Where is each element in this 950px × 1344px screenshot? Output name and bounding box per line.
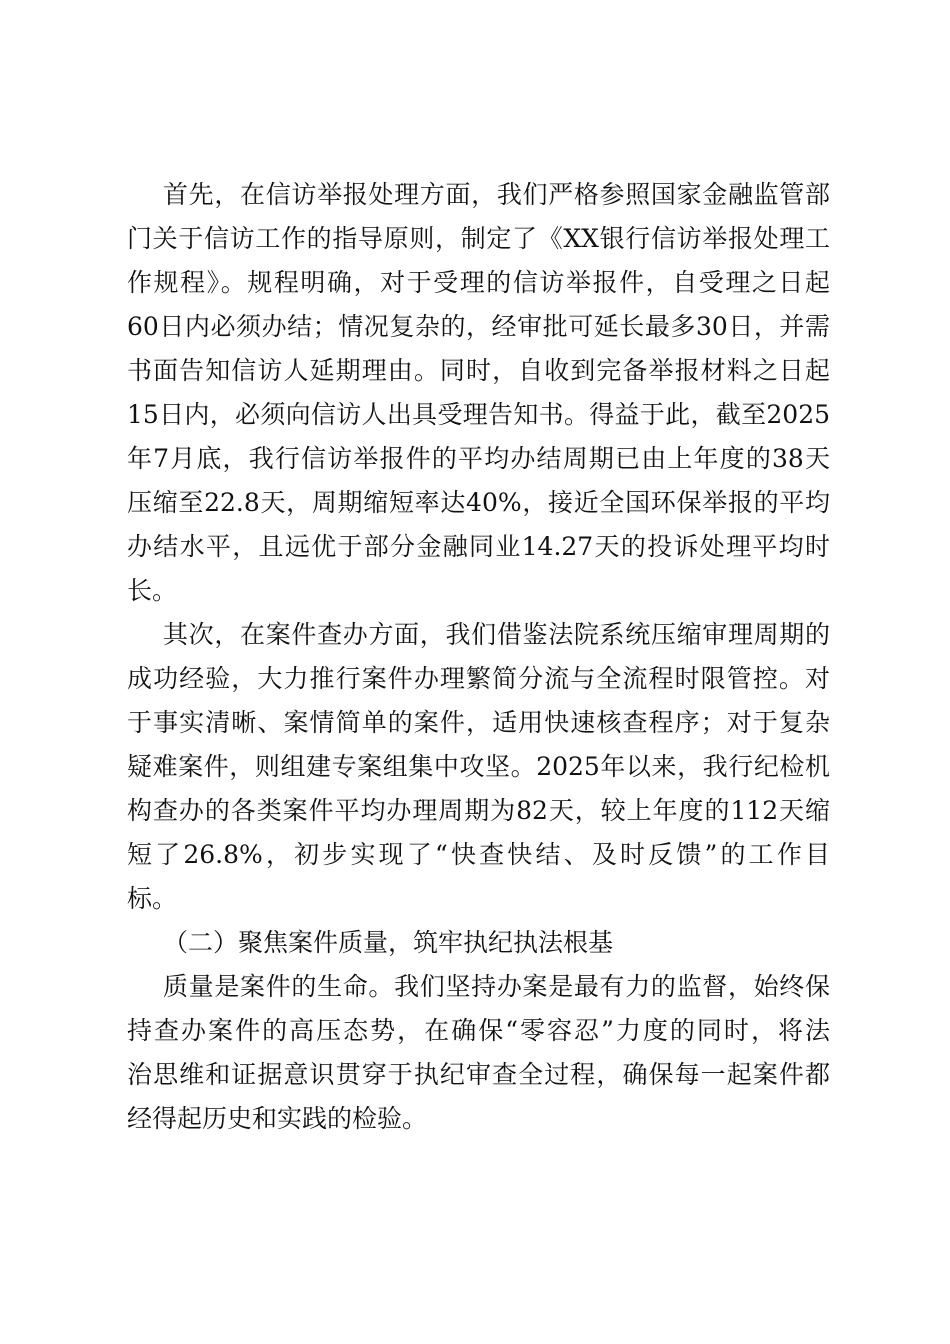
text-line: 成功经验，大力推行案件办理繁简分流与全流程时限管控。对 [127,664,830,693]
text-line: 作规程》。规程明确，对于受理的信访举报件，自受理之日起 [127,268,830,297]
text-line: 门关于信访工作的指导原则，制定了《XX银行信访举报处理工 [127,224,830,253]
paragraph [127,173,830,613]
text-line: 书面告知信访人延期理由。同时，自收到完备举报材料之日起 [127,356,830,385]
text-line: 于事实清晰、案情简单的案件，适用快速核查程序；对于复杂 [127,708,830,737]
text-line: 疑难案件，则组建专案组集中攻坚。2025年以来，我行纪检机 [127,752,830,781]
text-line: 办结水平，且远优于部分金融同业14.27天的投诉处理平均时 [127,532,830,561]
text-line: 构查办的各类案件平均办理周期为82天，较上年度的112天缩 [127,796,830,825]
paragraph [127,613,830,921]
text-line: 60日内必须办结；情况复杂的，经审批可延长最多30日，并需 [127,312,830,341]
text-line: 首先，在信访举报处理方面，我们严格参照国家金融监管部 [163,180,830,209]
text-line: 短了26.8%，初步实现了“快查快结、及时反馈”的工作目 [127,840,830,869]
text-line: 长。 [127,576,178,605]
paragraph [127,965,830,1141]
text-line: 其次，在案件查办方面，我们借鉴法院系统压缩审理周期的 [163,620,830,649]
text-line: 质量是案件的生命。我们坚持办案是最有力的监督，始终保 [163,972,830,1001]
text-line: （二）聚焦案件质量，筑牢执纪执法根基 [163,928,614,957]
text-line: 标。 [127,884,178,913]
section-heading [127,921,830,965]
text-line: 年7月底，我行信访举报件的平均办结周期已由上年度的38天 [127,444,830,473]
text-line: 压缩至22.8天，周期缩短率达40%，接近全国环保举报的平均 [127,488,830,517]
text-line: 持查办案件的高压态势，在确保“零容忍”力度的同时，将法 [127,1016,830,1045]
document-body [127,173,830,1141]
text-line: 经得起历史和实践的检验。 [127,1104,428,1133]
text-line: 治思维和证据意识贯穿于执纪审查全过程，确保每一起案件都 [127,1060,830,1089]
text-line: 15日内，必须向信访人出具受理告知书。得益于此，截至2025 [127,400,830,429]
